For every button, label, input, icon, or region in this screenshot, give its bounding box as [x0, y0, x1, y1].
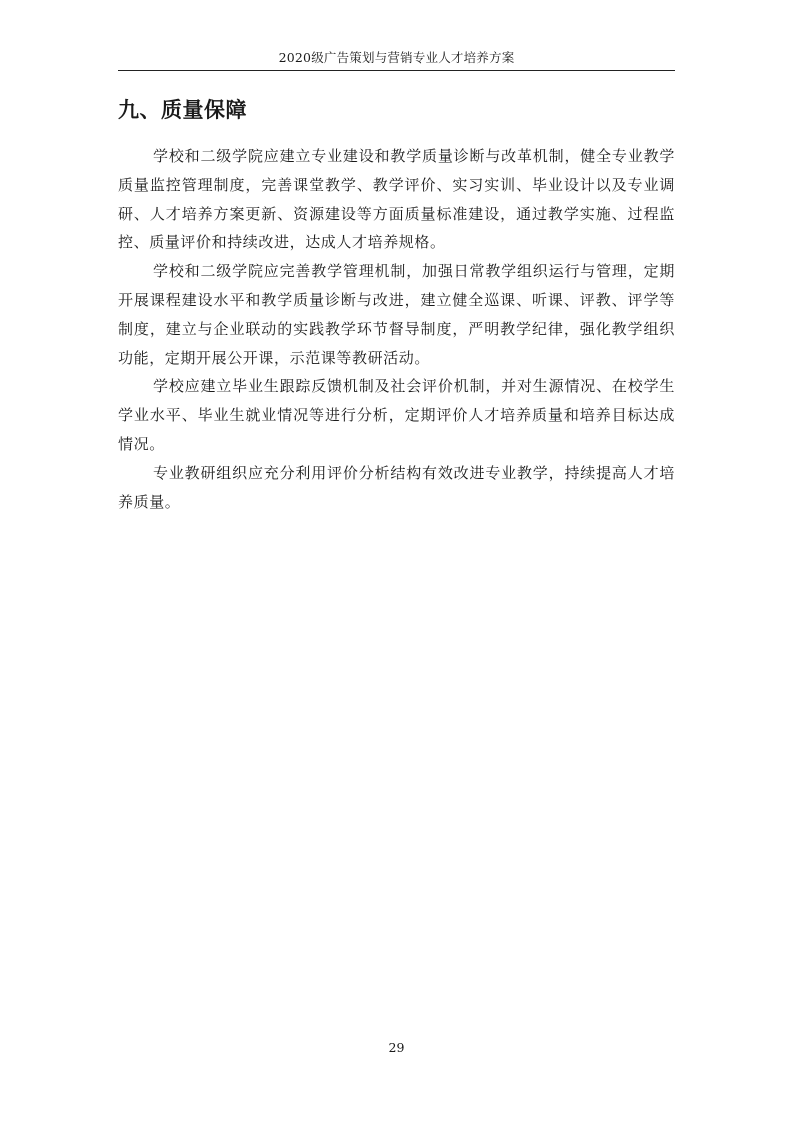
paragraph-continuous-improvement: 专业教研组织应充分利用评价分析结构有效改进专业教学，持续提高人才培养质量。: [118, 463, 675, 511]
page-number: 29: [388, 1040, 405, 1055]
paragraph-quality-mechanism: 学校和二级学院应建立专业建设和教学质量诊断与改革机制，健全专业教学质量监控管理制度，完善课堂教学、教学评价、实习实训、毕业设计以及专业调研、人才培养方案更新、资源建设等方面质量标准建设，通过教学实施、过程监控、质量评价和持续改进，达成人才培养规格。: [118, 147, 675, 252]
paragraph-graduate-feedback: 学校应建立毕业生跟踪反馈机制及社会评价机制，并对生源情况、在校学生学业水平、毕业生就业情况等进行分析，定期评价人才培养质量和培养目标达成情况。: [118, 377, 675, 453]
section-body: [118, 142, 675, 516]
running-header: 2020级广告策划与营销专业人才培养方案: [278, 50, 515, 65]
section-title: 九、质量保障: [118, 98, 247, 122]
paragraph-teaching-management: 学校和二级学院应完善教学管理机制，加强日常教学组织运行与管理，定期开展课程建设水平和教学质量诊断与改进，建立健全巡课、听课、评教、评学等制度，建立与企业联动的实践教学环节督导制度，严明教学纪律，强化教学组织功能，定期开展公开课，示范课等教研活动。: [118, 262, 675, 367]
header-divider: [118, 70, 675, 71]
